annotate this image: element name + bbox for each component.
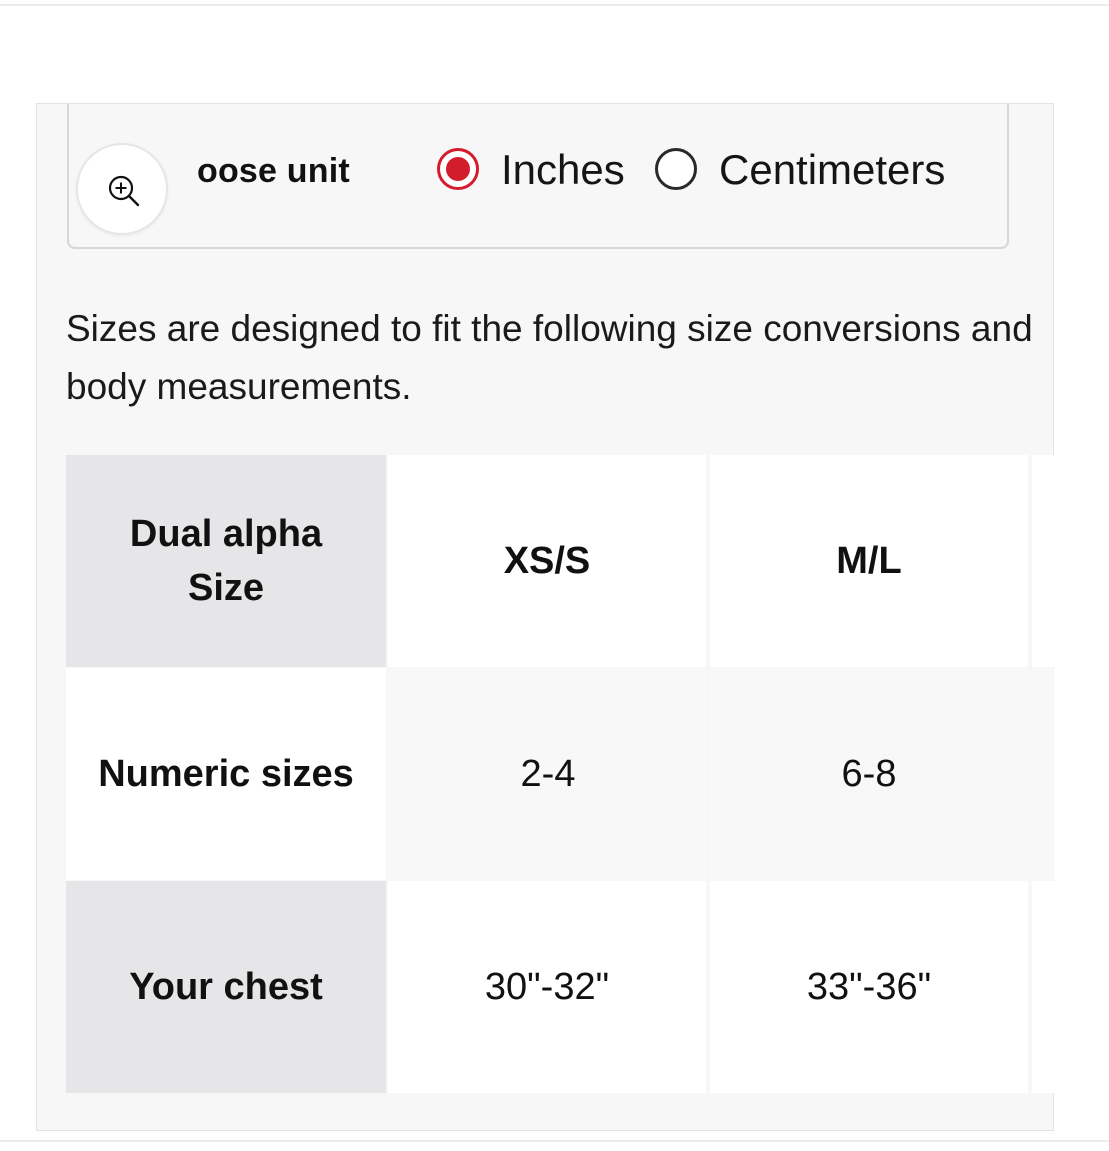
bottom-divider — [0, 1140, 1109, 1142]
top-divider — [0, 4, 1109, 6]
table-cell-2-4: 2-4 — [390, 668, 706, 880]
table-cell-6-8: 6-8 — [710, 668, 1028, 880]
zoom-in-icon — [106, 173, 142, 209]
row-header-dual-alpha — [66, 455, 386, 667]
centimeters-radio[interactable] — [655, 148, 697, 190]
unit-selector-label: oose unit — [197, 152, 350, 190]
unit-selector — [67, 103, 1009, 249]
table-cell-overflow — [1032, 455, 1054, 667]
table-cell-overflow — [1032, 668, 1054, 880]
row-header-your-chest: Your chest — [66, 881, 386, 1093]
inches-radio-label[interactable]: Inches — [501, 146, 625, 193]
centimeters-radio-label[interactable]: Centimeters — [719, 146, 946, 193]
row-header-text: Dual alpha Size — [129, 513, 323, 609]
table-cell-chest-m-l: 33"-36" — [710, 881, 1028, 1093]
table-cell-overflow — [1032, 881, 1054, 1093]
size-guide-intro: Sizes are designed to fit the following size conversions and body measurements. — [66, 308, 1033, 407]
size-table — [66, 455, 1054, 1093]
table-cell-chest-xs-s: 30"-32" — [388, 881, 706, 1093]
zoom-button[interactable] — [76, 143, 168, 235]
row-header-numeric-sizes: Numeric sizes — [66, 668, 386, 880]
table-cell-xs-s: XS/S — [388, 455, 706, 667]
radio-selected-dot — [446, 157, 470, 181]
table-cell-m-l: M/L — [710, 455, 1028, 667]
inches-radio[interactable] — [437, 148, 479, 190]
